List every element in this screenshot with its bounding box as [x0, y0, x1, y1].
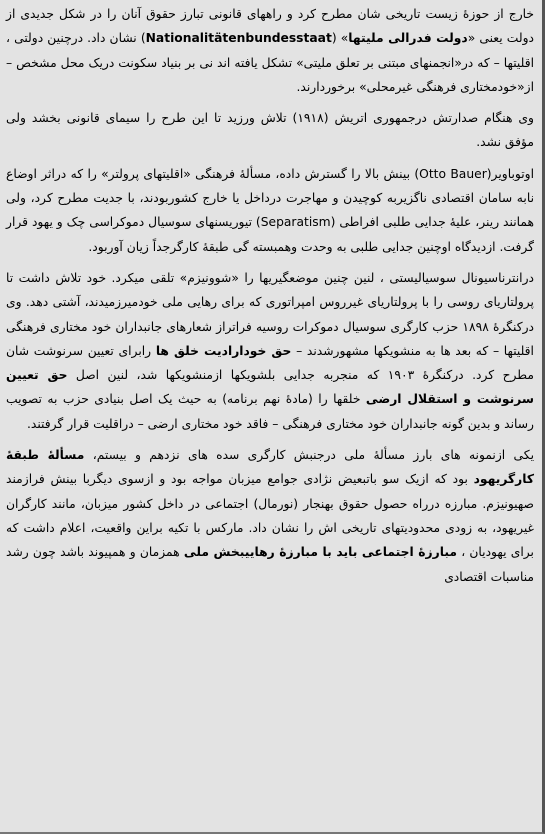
bold-term: Nationalitätenbundesstaat: [145, 31, 332, 46]
text-run: خارج از حوزهٔ زیست تاریخی شان مطرح کرد و راههای قانونی تبارز حقوق آنان را در شکل جدیدی از دولت یعنی «: [6, 7, 534, 46]
text-run: ) نشان داد. درچنین دولتی ، اقلیتها – که در«انجمنهای مبتنی بر تعلق ملیتی» تشکل یافته اند نی بر بنیاد سکونت دریک محل مشخص – از«خودمختاری فرهنگی غیرمحلی» برخوردارند.: [6, 31, 534, 94]
paragraph-5: [6, 443, 534, 589]
bold-term: دولت فدرالی ملیتها: [348, 31, 468, 46]
paragraph-3: [6, 162, 534, 259]
text-run: همزمان و همپیوند باشد چون رشد مناسبات اقتصادی: [6, 545, 534, 584]
text-run: بود که ازیک سو باتبعیض نژادی جوامع میزبان مواجه بود و ازسوی دیگربا بینش فرازمند صهیونیزم. مبارزه درراه حصول حقوق بهنجار (نورمال) اجتماعی در داخل کشور میزبان، مانند کارگران غیریهود، به زودی محدودیتهای تاریخی اش را نشان داد. مارکس با تکیه براین واقعیت، اعلام داشت که برای یهودیان ،: [6, 472, 534, 560]
text-run: » (: [331, 31, 349, 46]
text-run: درانترناسیونال سوسیالیستی ، لنین چنین موضعگیریها را «شوونیزم» تلقی میکرد. خود تلاش داشت تا پرولتاریای روسی را با پرولتاریای غیرروس امپراتوری که برای رهایی ملی خودمیرزمیدند، آشتی دهد. وی درکنگرهٔ ۱۸۹۸ حزب کارگری سوسیال دموکرات روسیه فراتراز شعارهای جانبداران خود مختاری فرهنگی اقلیتها – که بعد ها به منشویکها مشهورشدند –: [6, 270, 534, 358]
paragraph-2: [6, 106, 534, 155]
bold-term: حق خودارادیت خلق ها: [155, 343, 292, 358]
text-run: وی هنگام صدارتش درجمهوری اتریش (۱۹۱۸) تلاش ورزید تا این طرح را سیمای قانونی بخشد ولی مؤفق نشد.: [6, 111, 534, 150]
bold-term: مبارزهٔ اجتماعی باید با مبارزهٔ رهاییبخش ملی: [183, 545, 457, 560]
text-run: یکی ازنمونه های بارز مسألهٔ ملی درجنبش کارگری سده های نزدهم و بیستم،: [84, 448, 534, 463]
text-run: اوتوباویر(Otto Bauer) بینش بالا را گسترش داده، مسألهٔ فرهنگی «اقلیتهای پرولتر» را که دراثر اوضاع نابه سامان اقتصادی ناگزیربه کوچیدن و مهاجرت درداخل یا خارج کشوربودند، با جدیت مطرح کرد، ولی همانند رینر، علیهٔ جدایی طلبی افراطی (Separatism) تیوریسنهای سوسیال دموکراسی چک و یهود قرار گرفت. ازدیدگاه اوچنین جدایی طلبی به وحدت وهمبسته گی طبقهٔ کارگرجداً زیان آوربود.: [6, 166, 534, 254]
document-body: [6, 2, 534, 589]
paragraph-1: [6, 2, 534, 99]
text-run: خلقها را (مادهٔ نهم برنامه) به حیث یک اصل بنیادی حزب به تصویب رساند و بدین گونه جانبداران خود مختاری فرهنگی – فاقد خود مختاری ارضی – دراقلیت قرار گرفتند.: [6, 392, 534, 431]
bold-term: حق تعیین سرنوشت و استقلال ارضی: [6, 368, 535, 407]
bold-term: مسألهٔ طبقهٔ کارگریهود: [6, 448, 534, 487]
paragraph-4: [6, 266, 534, 436]
text-run: رابرای تعیین سرنوشت شان مطرح کرد. درکنگرهٔ ۱۹۰۳ که منجربه جدایی بلشویکها ازمنشویکها شد، لنین اصل: [6, 343, 534, 383]
